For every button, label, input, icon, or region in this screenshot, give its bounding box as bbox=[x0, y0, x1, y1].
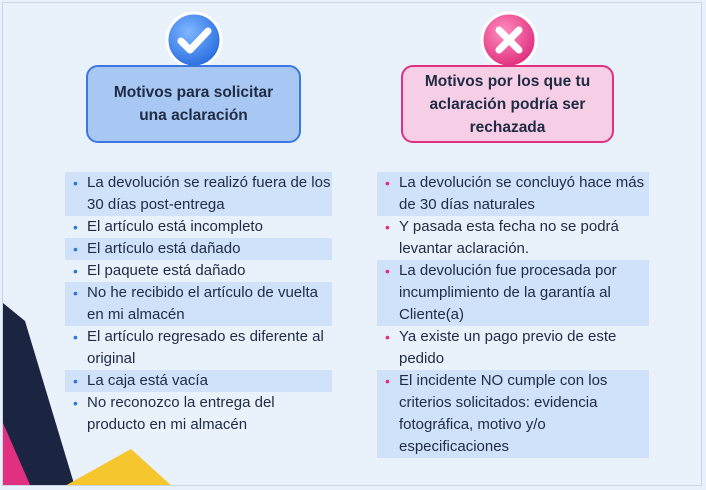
list-item: • El artículo está incompleto bbox=[65, 216, 332, 238]
list-item: • El incidente NO cumple con los criterios solicitados: evidencia fotográfica, motivo y/o especificaciones bbox=[377, 370, 649, 458]
list-item: • La devolución fue procesada por incumplimiento de la garantía al Cliente(a) bbox=[377, 260, 649, 326]
right-reasons-list bbox=[377, 172, 649, 458]
bullet-icon: • bbox=[73, 263, 78, 279]
check-badge bbox=[163, 9, 225, 71]
bullet-icon: • bbox=[73, 329, 78, 345]
left-title-text: Motivos para solicitar una aclaración bbox=[113, 84, 274, 124]
left-reasons-list bbox=[65, 172, 332, 436]
bullet-icon: • bbox=[73, 395, 78, 411]
left-column-title bbox=[86, 65, 301, 143]
bullet-icon: • bbox=[73, 373, 78, 389]
right-title-text: Motivos por los que tu aclaración podría ser rechazada bbox=[424, 72, 591, 136]
right-column-title bbox=[401, 65, 614, 143]
bullet-icon: • bbox=[385, 329, 390, 345]
bullet-icon: • bbox=[385, 373, 390, 389]
bullet-icon: • bbox=[73, 219, 78, 235]
bullet-icon: • bbox=[385, 175, 390, 191]
bullet-icon: • bbox=[385, 263, 390, 279]
x-badge bbox=[478, 9, 540, 71]
list-item: • No he recibido el artículo de vuelta en mi almacén bbox=[65, 282, 332, 326]
list-item: • La devolución se realizó fuera de los 30 días post-entrega bbox=[65, 172, 332, 216]
bullet-icon: • bbox=[73, 175, 78, 191]
list-item: • El paquete está dañado bbox=[65, 260, 332, 282]
deco-yellow-shape bbox=[63, 449, 173, 486]
slide bbox=[2, 2, 702, 486]
list-item: • No reconozco la entrega del producto en mi almacén bbox=[73, 394, 275, 433]
x-icon bbox=[478, 9, 540, 71]
bullet-icon: • bbox=[73, 241, 78, 257]
list-item: • El artículo está dañado bbox=[65, 238, 332, 260]
list-item: • El artículo regresado es diferente al original bbox=[73, 328, 324, 367]
list-item: • Ya existe un pago previo de este pedido bbox=[385, 328, 617, 367]
list-item: • La caja está vacía bbox=[65, 370, 332, 392]
bullet-icon: • bbox=[73, 285, 78, 301]
list-item: • Y pasada esta fecha no se podrá levantar aclaración. bbox=[385, 218, 619, 257]
bullet-icon: • bbox=[385, 219, 390, 235]
check-icon bbox=[163, 9, 225, 71]
list-item: • La devolución se concluyó hace más de 30 días naturales bbox=[377, 172, 649, 216]
